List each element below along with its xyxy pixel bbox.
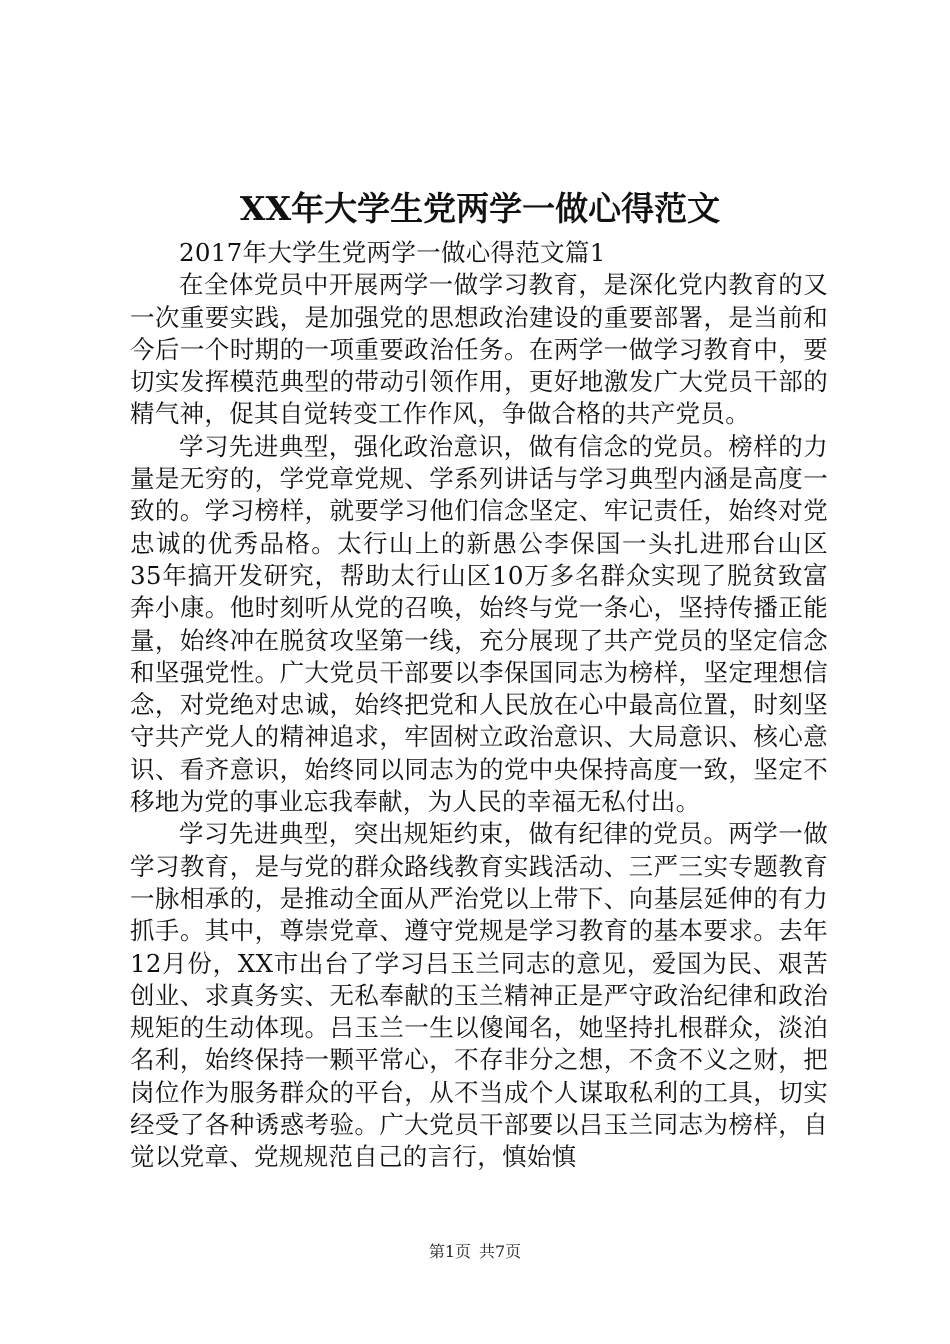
- page-footer: [0, 1242, 950, 1262]
- document-title: XX年大学生党两学一做心得范文: [239, 189, 721, 228]
- paragraph: 在全体党员中开展两学一做学习教育，是深化党内教育的又一次重要实践，是加强党的思想政治建设的重要部署，是当前和今后一个时期的一项重要政治任务。在两学一做学习教育中，要切实发挥模范典型的带动引领作用，更好地激发广大党员干部的精气神，促其自觉转变工作作风，争做合格的共产党员。: [130, 270, 828, 429]
- document-body: [130, 237, 828, 1174]
- page-number: 第1页: [428, 1242, 471, 1261]
- page-total: 共7页: [479, 1242, 522, 1261]
- paragraph: 学习先进典型，突出规矩约束，做有纪律的党员。两学一做学习教育，是与党的群众路线教育实践活动、三严三实专题教育一脉相承的，是推动全面从严治党以上带下、向基层延伸的有力抓手。其中，尊崇党章、遵守党规是学习教育的基本要求。去年12月份，XX市出台了学习吕玉兰同志的意见，爱国为民、艰苦创业、求真务实、无私奉献的玉兰精神正是严守政治纪律和政治规矩的生动体现。吕玉兰一生以傻闻名，她坚持扎根群众，淡泊名利，始终保持一颗平常心，不存非分之想，不贪不义之财，把岗位作为服务群众的平台，从不当成个人谋取私利的工具，切实经受了各种诱惑考验。广大党员干部要以吕玉兰同志为榜样，自觉以党章、党规规范自己的言行，慎始慎: [130, 819, 828, 1172]
- section-heading: 2017年大学生党两学一做心得范文篇1: [179, 238, 606, 267]
- paragraph: 学习先进典型，强化政治意识，做有信念的党员。榜样的力量是无穷的，学党章党规、学系列讲话与学习典型内涵是高度一致的。学习榜样，就要学习他们信念坚定、牢记责任，始终对党忠诚的优秀品格。太行山上的新愚公李保国一头扎进邢台山区35年搞开发研究，帮助太行山区10万多名群众实现了脱贫致富奔小康。他时刻听从党的召唤，始终与党一条心，坚持传播正能量，始终冲在脱贫攻坚第一线，充分展现了共产党员的坚定信念和坚强党性。广大党员干部要以李保国同志为榜样，坚定理想信念，对党绝对忠诚，始终把党和人民放在心中最高位置，时刻坚守共产党人的精神追求，牢固树立政治意识、大局意识、核心意识、看齐意识，始终同以同志为的党中央保持高度一致，坚定不移地为党的事业忘我奉献，为人民的幸福无私付出。: [130, 431, 828, 817]
